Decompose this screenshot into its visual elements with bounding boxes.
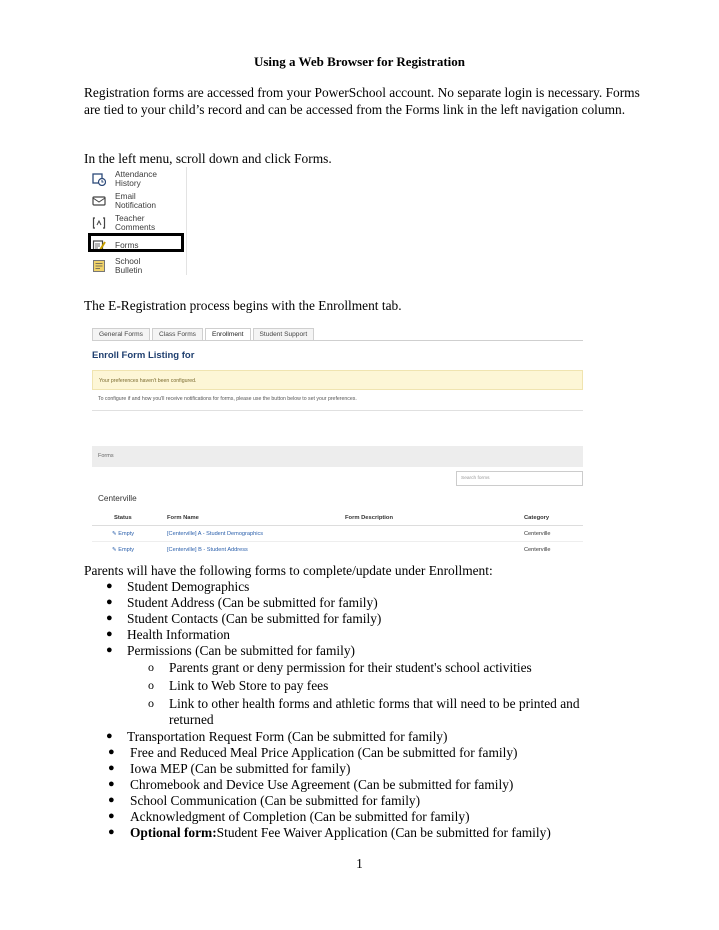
menu-item-school-bulletin[interactable] — [89, 256, 184, 277]
list-item: Acknowledgment of Completion (Can be submitted for family) — [130, 809, 470, 824]
list-intro: Parents will have the following forms to complete/update under Enrollment: — [84, 563, 493, 578]
list-sub-item: Link to other health forms and athletic forms that will need to be printed and — [169, 696, 580, 711]
list-item: School Communication (Can be submitted for family) — [130, 793, 421, 808]
list-item: Student Address (Can be submitted for family) — [127, 595, 378, 610]
school-name: Centerville — [98, 494, 137, 503]
list-sub-item: Link to Web Store to pay fees — [169, 678, 329, 693]
left-menu-screenshot — [87, 167, 187, 275]
table-row-form-link[interactable]: [Centerville] B - Student Address — [167, 547, 248, 553]
status-text: Empty — [118, 531, 135, 537]
menu-label-line1: Forms — [115, 240, 139, 250]
sub-bullet-icon: o — [148, 678, 154, 692]
forms-highlight-box — [88, 233, 184, 252]
list-sub-item: Parents grant or deny permission for their student's school activities — [169, 660, 532, 675]
bullet-icon: ● — [106, 730, 113, 742]
form-tabs — [92, 328, 316, 340]
menu-label-line2: Comments — [115, 222, 156, 232]
list-item: Health Information — [127, 627, 230, 642]
table-row-category: Centerville — [524, 531, 551, 537]
attendance-history-icon — [92, 172, 106, 186]
menu-label-line1: Email — [115, 191, 136, 201]
table-row-status — [112, 531, 134, 537]
bullet-icon: ● — [106, 644, 113, 656]
list-item: Free and Reduced Meal Price Application (Can be submitted for family) — [130, 745, 518, 760]
forms-section-bar: Forms — [92, 446, 583, 467]
page-number: 1 — [356, 856, 363, 871]
table-row-status — [112, 547, 134, 553]
menu-item-email-notification[interactable] — [89, 191, 184, 212]
bullet-icon: ● — [106, 628, 113, 640]
school-bulletin-icon — [92, 259, 106, 273]
pencil-icon: ✎ — [112, 547, 117, 553]
column-form-description: Form Description — [345, 515, 393, 521]
list-item: Transportation Request Form (Can be submitted for family) — [127, 729, 448, 744]
menu-item-teacher-comments[interactable] — [89, 213, 184, 234]
bullet-icon: ● — [106, 596, 113, 608]
menu-label-line2: History — [115, 178, 141, 188]
pencil-icon: ✎ — [112, 531, 117, 537]
divider — [92, 410, 583, 411]
tab-class-forms[interactable]: Class Forms — [152, 328, 203, 341]
bullet-icon: ● — [108, 746, 115, 758]
page-title: Using a Web Browser for Registration — [253, 54, 465, 69]
config-text: To configure if and how you'll receive notifications for forms, please use the button below to set your preferences. — [98, 396, 357, 402]
listing-heading: Enroll Form Listing for — [92, 350, 195, 361]
menu-label-line1: Teacher — [115, 213, 145, 223]
bullet-icon: ● — [106, 612, 113, 624]
bullet-icon: ● — [108, 794, 115, 806]
enrollment-screenshot — [92, 326, 583, 564]
list-item: Iowa MEP (Can be submitted for family) — [130, 761, 351, 776]
list-item: Chromebook and Device Use Agreement (Can be submitted for family) — [130, 777, 514, 792]
optional-label: Optional form: — [130, 825, 217, 840]
bullet-icon: ● — [108, 826, 115, 838]
preferences-notice: Your preferences haven't been configured. — [92, 370, 583, 390]
email-notification-icon — [92, 194, 106, 208]
teacher-comments-icon — [92, 216, 106, 230]
menu-label-line1: Attendance — [115, 169, 157, 179]
sub-bullet-icon: o — [148, 696, 154, 710]
tab-student-support[interactable]: Student Support — [253, 328, 315, 341]
list-sub-item-continued: returned — [169, 712, 214, 727]
menu-item-attendance-history[interactable] — [89, 169, 184, 190]
tab-divider — [92, 340, 583, 341]
column-category: Category — [524, 515, 550, 521]
bullet-icon: ● — [106, 580, 113, 592]
list-item-optional — [130, 825, 551, 841]
menu-label-line1: School — [115, 256, 141, 266]
tab-enrollment[interactable]: Enrollment — [205, 328, 251, 341]
header-divider — [92, 525, 583, 526]
menu-instruction: In the left menu, scroll down and click Forms. — [84, 151, 332, 166]
bullet-icon: ● — [108, 762, 115, 774]
table-row-form-link[interactable]: [Centerville] A - Student Demographics — [167, 531, 264, 537]
column-status: Status — [114, 515, 132, 521]
enrollment-instruction: The E-Registration process begins with the Enrollment tab. — [84, 298, 402, 313]
sub-bullet-icon: o — [148, 660, 154, 674]
bullet-icon: ● — [108, 778, 115, 790]
status-text: Empty — [118, 547, 135, 553]
column-form-name: Form Name — [167, 515, 199, 521]
list-item: Student Contacts (Can be submitted for family) — [127, 611, 382, 626]
menu-label-line2: Notification — [115, 200, 157, 210]
optional-text: Student Fee Waiver Application (Can be submitted for family) — [216, 825, 551, 840]
tab-general-forms[interactable]: General Forms — [92, 328, 150, 341]
bullet-icon: ● — [108, 810, 115, 822]
table-row-category: Centerville — [524, 547, 551, 553]
row-divider — [92, 541, 583, 542]
search-forms-input[interactable]: Search forms — [456, 471, 583, 486]
intro-paragraph: Registration forms are accessed from your PowerSchool account. No separate login is necessary. Forms are tied to your child’s record and can be accessed from the Forms link in the left navigation column. — [84, 85, 640, 117]
list-item: Student Demographics — [127, 579, 250, 594]
list-item: Permissions (Can be submitted for family) — [127, 643, 355, 658]
menu-label-line2: Bulletin — [115, 265, 143, 275]
